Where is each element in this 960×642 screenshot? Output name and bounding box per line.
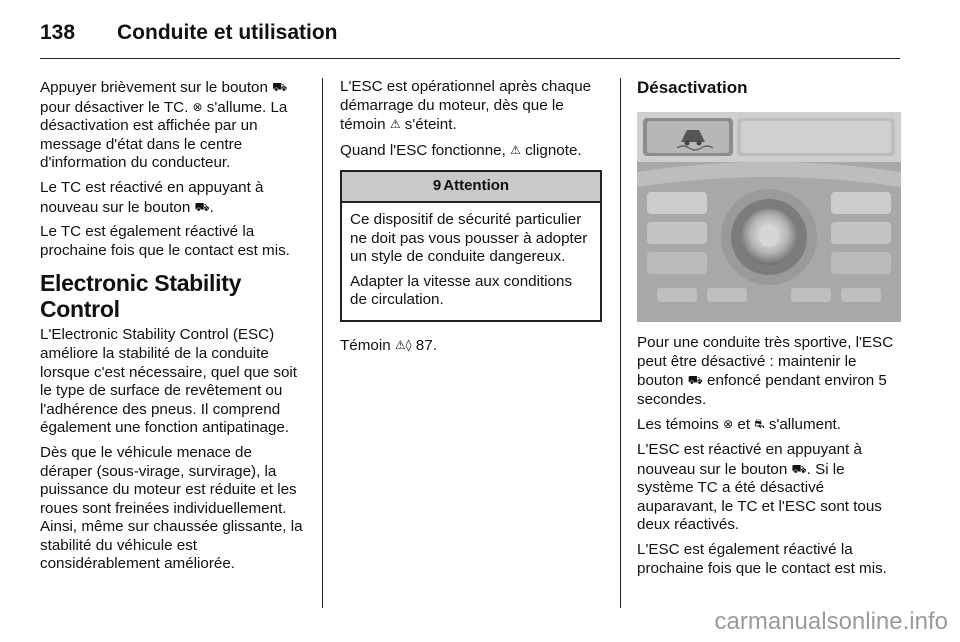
attention-box: [340, 170, 602, 322]
tc-off-lamp-icon: ⊗: [192, 99, 203, 114]
attention-text-1: Ce dispositif de sécurité particulier ne doit pas vous pousser à adopter un style de conduite dangereux.: [350, 210, 588, 266]
tc-button-icon: ⛟: [687, 373, 703, 388]
warning-lamp-reference: Témoin ⚠◊ 87.: [340, 336, 437, 354]
warning-triangle-icon: 9: [432, 177, 442, 195]
tc-deactivate-paragraph: Appuyer brièvement sur le bouton ⛟ pour désactiver le TC. ⊗ s'allume. La désactivation est affichée par un message d'état dans le centre d'information du conducteur.: [40, 79, 288, 172]
page-ref-arrow-icon: ◊: [405, 337, 412, 352]
tc-button-icon: ⛟: [194, 199, 210, 214]
esc-off-lamp-icon: ⛐: [754, 417, 765, 432]
esc-deactivate-paragraph: Pour une conduite très sportive, l'ESC peut être désactivé : maintenir le bouton ⛟ enfoncé pendant environ 5 secondes.: [637, 334, 894, 408]
tc-off-lamp-icon: ⊗: [723, 417, 734, 432]
esc-lamp-icon: ⚠: [389, 117, 401, 132]
tc-reactivate-paragraph: Le TC est réactivé en appuyant à nouveau sur le bouton ⛟.: [40, 178, 264, 216]
attention-text-2: Adapter la vitesse aux conditions de circulation.: [350, 272, 573, 309]
tc-ignition-paragraph: Le TC est également réactivé la prochaine fois que le contact est mis.: [40, 223, 290, 259]
page-number: 138: [40, 21, 76, 44]
esc-reactivate-paragraph: L'ESC est réactivé en appuyant à nouveau sur le bouton ⛟. Si le système TC a été désactivé auparavant, le TC et l'ESC sont tous deux réactivés.: [637, 440, 882, 534]
esc-section-heading: Electronic Stability Control: [40, 270, 242, 323]
column-right: [637, 78, 903, 584]
esc-lamp-icon: ⚠: [394, 337, 406, 352]
console-button-photo: [637, 112, 901, 322]
page-title: Conduite et utilisation: [117, 21, 338, 44]
esc-flashing-paragraph: Quand l'ESC fonctionne, ⚠ clignote.: [340, 141, 582, 159]
tc-button-icon: ⛟: [791, 461, 807, 476]
attention-body: [342, 203, 600, 320]
esc-skid-paragraph: Dès que le véhicule menace de déraper (sous-virage, survirage), la puissance du moteur est réduite et les roues sont freinées individuellement. Ainsi, même sur chaussée glissante, la stabilité du véhicule est considérablement améliorée.: [40, 443, 303, 573]
lamps-paragraph: Les témoins ⊗ et ⛐ s'allument.: [637, 416, 841, 434]
tc-button-icon: ⛟: [272, 80, 288, 94]
esc-ignition-paragraph: L'ESC est également réactivé la prochaine fois que le contact est mis.: [637, 540, 887, 577]
esc-operational-paragraph: L'ESC est opérationnel après chaque démarrage du moteur, dès que le témoin ⚠ s'éteint.: [340, 78, 592, 134]
deactivation-heading: Désactivation: [637, 78, 748, 97]
column-left: [40, 78, 306, 580]
esc-intro-paragraph: L'Electronic Stability Control (ESC) améliore la stabilité de la conduite lorsque c'est nécessaire, quel que soit le type de surface de revêtement ou l'adhérence des pneus. Il comprend également une fonction antipatinage.: [40, 326, 298, 437]
column-middle: [340, 78, 606, 362]
attention-header: 9 Attention: [342, 172, 600, 203]
column-divider-2: [620, 78, 621, 608]
watermark: carmanualsonline.info: [714, 608, 948, 635]
header-rule: [40, 58, 900, 59]
esc-lamp-icon: ⚠: [510, 142, 521, 157]
column-divider-1: [322, 78, 323, 608]
